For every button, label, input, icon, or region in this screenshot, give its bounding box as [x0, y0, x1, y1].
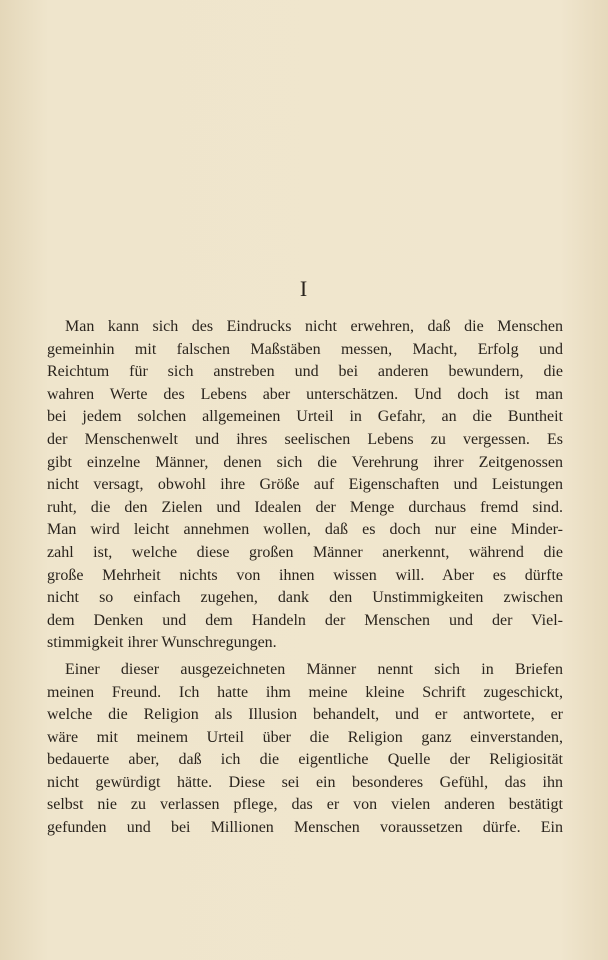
text-line: zahl ist, welche diese großen Männer anerkennt, während die	[47, 543, 563, 561]
text-line: bei jedem solchen allgemeinen Urteil in Gefahr, an die Buntheit	[47, 408, 563, 426]
text-line: wäre mit meinem Urteil über die Religion ganz einverstanden,	[47, 728, 563, 746]
text-line: wahren Werte des Lebens aber unterschätzen. Und doch ist man	[47, 385, 563, 403]
text-line: große Mehrheit nichts von ihnen wissen will. Aber es dürfte	[47, 566, 563, 584]
text-line: dem Denken und dem Handeln der Menschen und der Viel-	[47, 611, 563, 629]
text-line: welche die Religion als Illusion behandelt, und er antwortete, er	[47, 706, 563, 724]
text-line: nicht so einfach zugehen, dank den Unstimmigkeiten zwischen	[47, 589, 563, 607]
text-line: nicht versagt, obwohl ihre Größe auf Eigenschaften und Leistungen	[47, 476, 563, 494]
text-line: Man kann sich des Eindrucks nicht erwehren, daß die Menschen	[65, 318, 563, 335]
chapter-heading: I	[299, 276, 309, 301]
text-line: der Menschenwelt und ihres seelischen Lebens zu vergessen. Es	[47, 430, 563, 448]
text-line: stimmigkeit ihrer Wunschregungen.	[47, 634, 277, 652]
text-line: gefunden und bei Millionen Menschen voraussetzen dürfe. Ein	[47, 819, 563, 837]
text-line: gibt einzelne Männer, denen sich die Verehrung ihrer Zeitgenossen	[47, 453, 563, 471]
body-text	[47, 316, 563, 840]
text-line: ruht, die den Zielen und Idealen der Menge durchaus fremd sind.	[47, 498, 563, 516]
text-line: nicht gewürdigt hätte. Diese sei ein besonderes Gefühl, das ihn	[47, 773, 563, 791]
text-line: selbst nie zu verlassen pflege, das er von vielen anderen bestätigt	[47, 796, 563, 814]
text-line: Einer dieser ausgezeichneten Männer nennt sich in Briefen	[65, 660, 563, 678]
paragraph-1	[47, 316, 563, 655]
text-line: bedauerte aber, daß ich die eigentliche Quelle der Religiosität	[47, 751, 563, 769]
text-line: Reichtum für sich anstreben und bei anderen bewundern, die	[47, 363, 563, 381]
text-line: meinen Freund. Ich hatte ihm meine kleine Schrift zugeschickt,	[47, 683, 563, 701]
text-line: Man wird leicht annehmen wollen, daß es doch nur eine Minder-	[47, 521, 563, 539]
paragraph-2	[47, 659, 563, 840]
text-line: gemeinhin mit falschen Maßstäben messen, Macht, Erfolg und	[47, 340, 563, 358]
